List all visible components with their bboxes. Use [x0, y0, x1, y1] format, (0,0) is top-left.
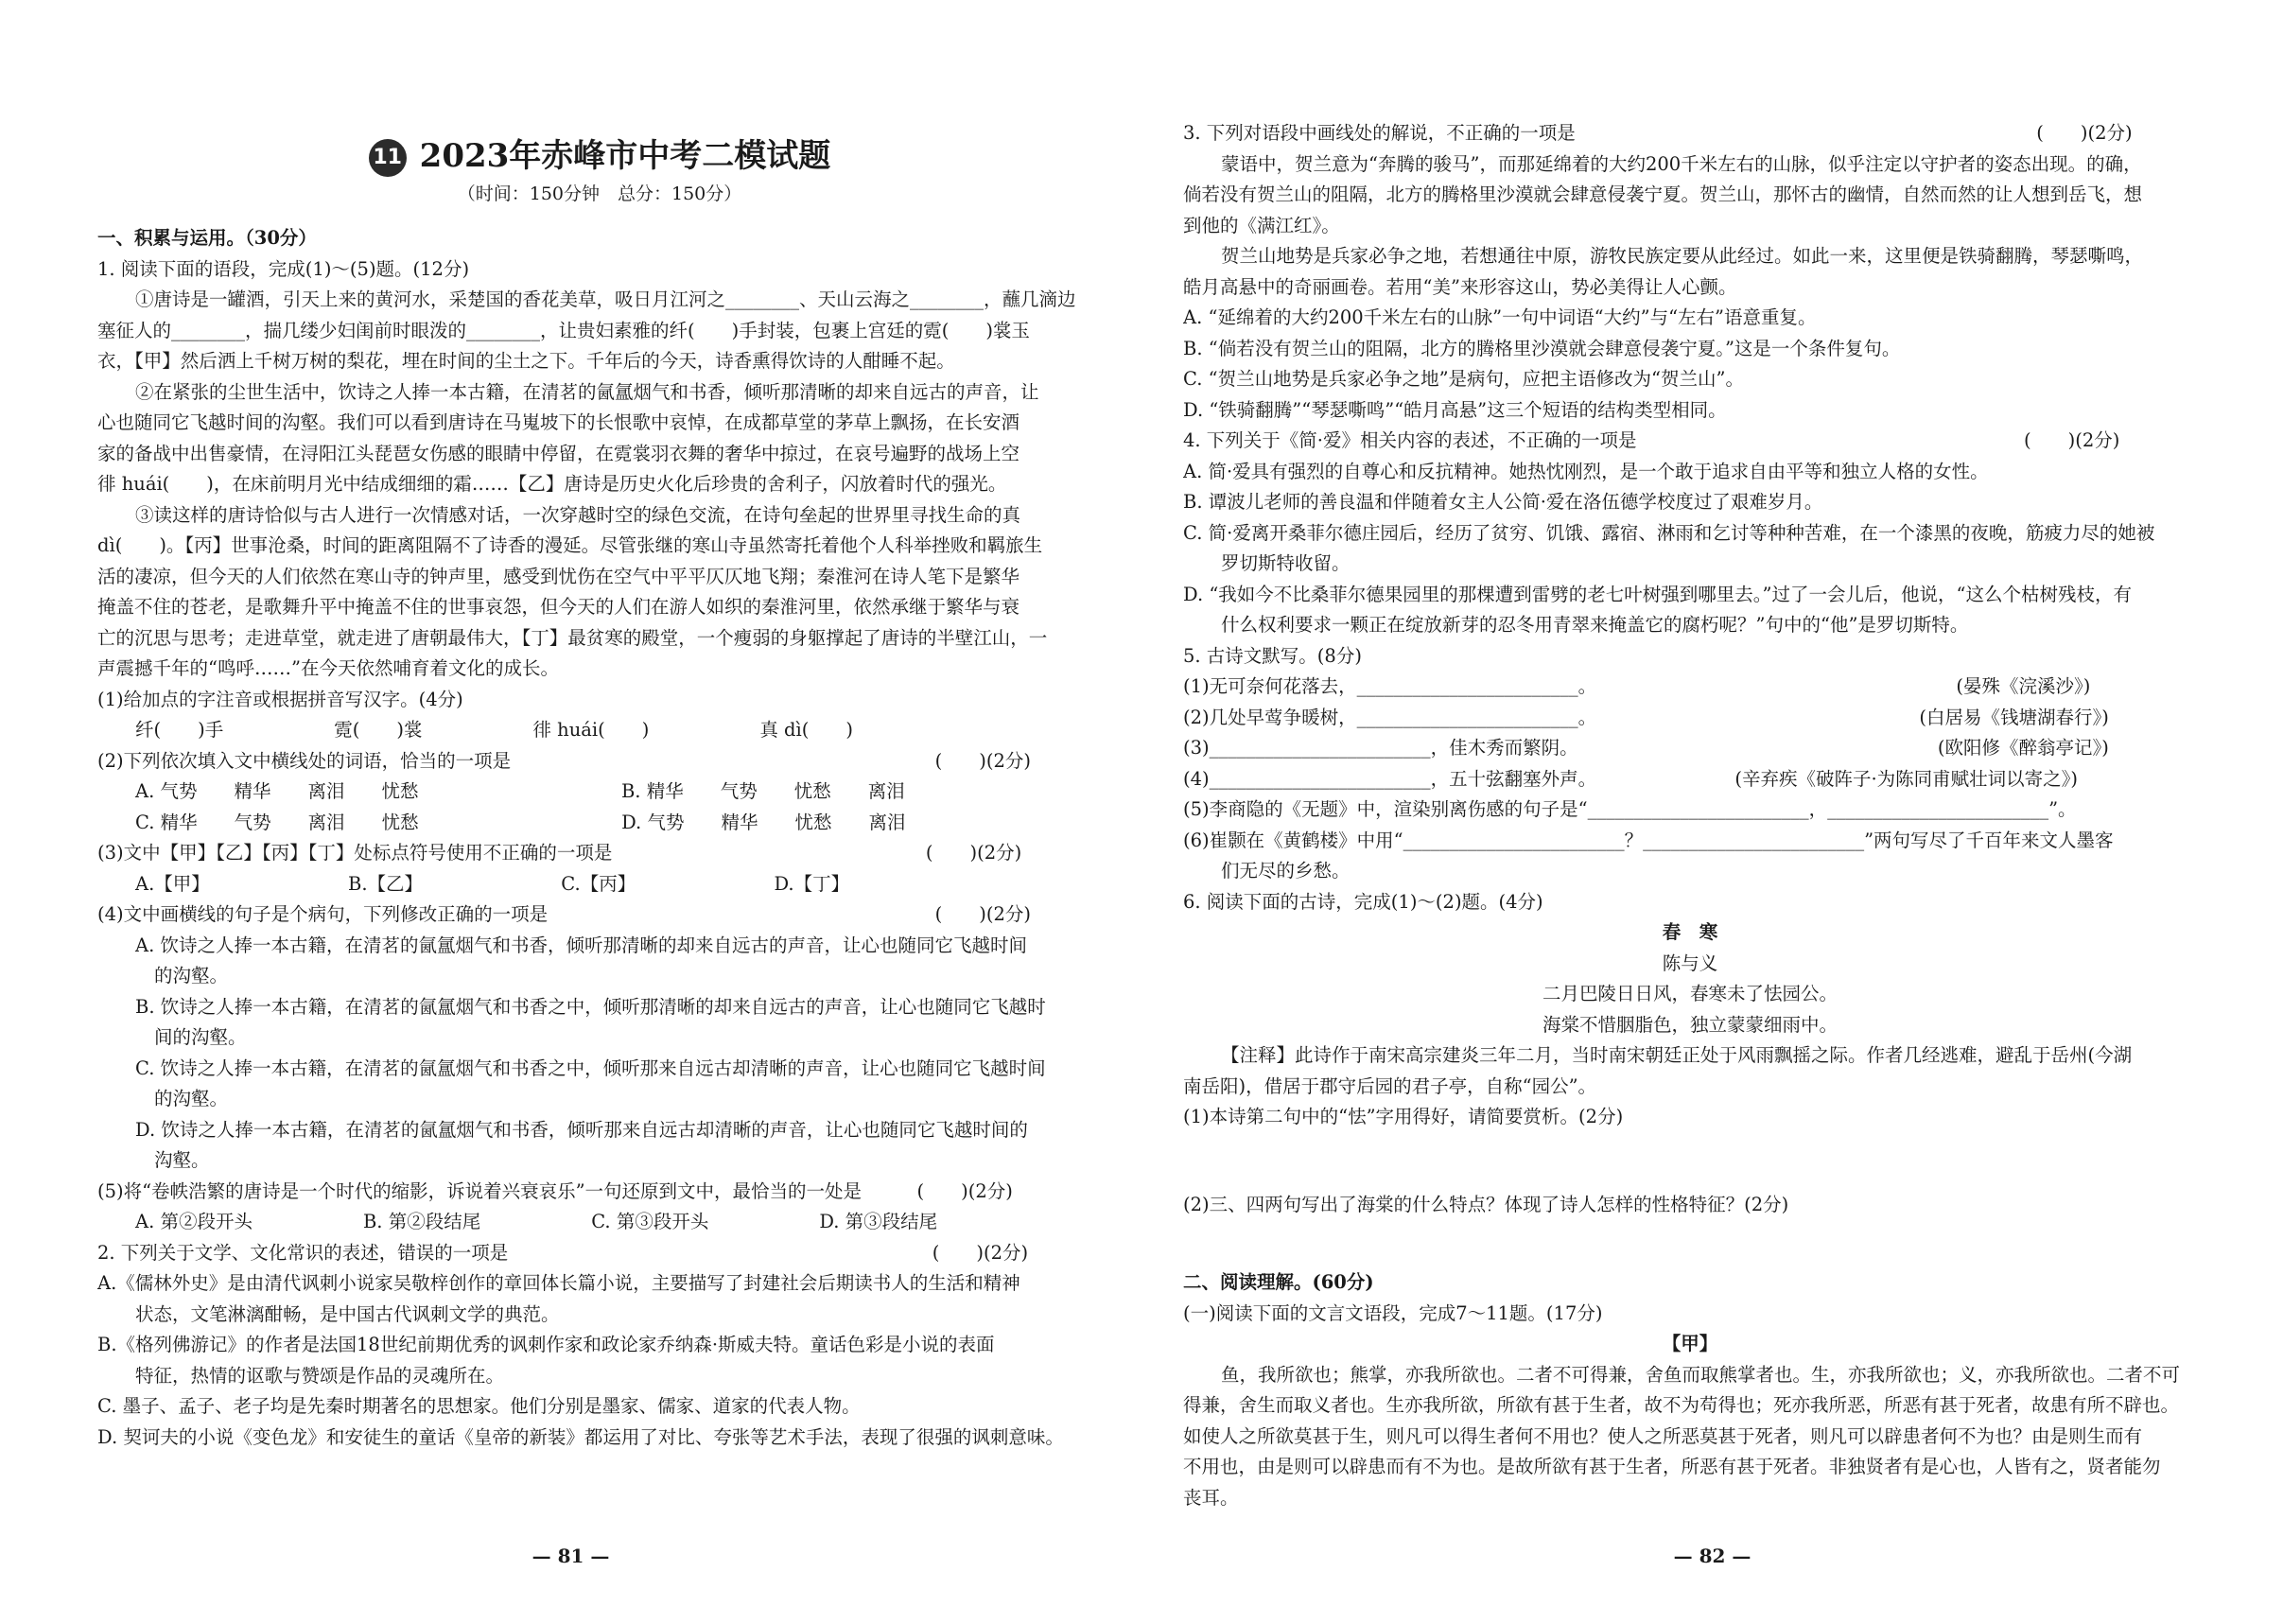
poem-title: 春 寒	[1662, 921, 1718, 943]
passage-line: 到他的《满江红》。	[1183, 214, 1340, 236]
passage-line: ②在紧张的尘世生活中，饮诗之人捧一本古籍，在清茗的氤氲烟气和书香，倾听那清晰的却来自远古的声音，让	[135, 380, 1039, 403]
question-4: 4. 下列关于《简·爱》相关内容的表述，不正确的一项是 ( )(2分)	[1183, 429, 2120, 451]
option-line: 的沟壑。	[154, 1088, 229, 1109]
dictation-line: (2)几处早莺争暖树，________________________。 (白居易《钱塘湖春行》)	[1183, 706, 2109, 728]
sub-question: (3)文中【甲】【乙】【丙】【丁】处标点符号使用不正确的一项是 ( )(2分)	[97, 842, 1022, 864]
option-line: 状态，文笔淋漓酣畅，是中国古代讽刺文学的典范。	[135, 1302, 560, 1325]
dictation-line: (6)崔颢在《黄鹤楼》中用“________________________？________________________”两句写尽了千百年来文人墨客	[1183, 829, 2114, 851]
option-line: D. 饮诗之人捧一本古籍，在清茗的氤氲烟气和书香，倾听那来自远古却清晰的声音，让心也随同它飞越时间的	[135, 1118, 1028, 1141]
answer-space	[1183, 1220, 2197, 1267]
poem-line: 海棠不惜胭脂色，独立蒙蒙细雨中。	[1542, 1013, 1838, 1036]
section-heading: 二、阅读理解。(60分)	[1183, 1271, 1374, 1293]
passage-line: 活的凄凉，但今天的人们依然在寒山寺的钟声里，感受到忧伤在空气中平平仄仄地飞翔；秦淮河在诗人笔下是繁华	[97, 565, 1020, 587]
poem-line: 二月巴陵日日风，春寒未了怯园公。	[1542, 983, 1838, 1004]
poem-note: 南岳阳)，借居于郡守后园的君子亭，自称“园公”。	[1183, 1074, 1597, 1097]
left-column	[97, 121, 1102, 1453]
option-line: 特征，热情的讴歌与赞颂是作品的灵魂所在。	[135, 1364, 505, 1387]
exam-number-badge: 11	[369, 139, 407, 177]
option-line: A. 气势 精华 离泪 忧愁 B. 精华 气势 忧愁 离泪	[135, 780, 905, 802]
option-line: C. 饮诗之人捧一本古籍，在清茗的氤氲烟气和书香之中，倾听那来自远古却清晰的声音，让心也随同它飞越时间	[135, 1056, 1046, 1079]
passage-line: 蒙语中，贺兰意为“奔腾的骏马”，而那延绵着的大约200千米左右的山脉，似乎注定以守护者的姿态出现。的确，	[1221, 152, 2142, 175]
question-3: 3. 下列对语段中画线处的解说，不正确的一项是 ( )(2分)	[1183, 122, 2133, 144]
sub-question: (1)给加点的字注音或根据拼音写汉字。(4分)	[97, 688, 463, 710]
passage-line: 徘 huái( )，在床前明月光中结成细细的霜……【乙】唐诗是历史火化后珍贵的舍利子，闪放着时代的强光。	[97, 473, 1007, 495]
dictation-line: (5)李商隐的《无题》中，渲染别离伤感的句子是“________________________，________________________”。	[1183, 798, 2077, 820]
reading-instruction: (一)阅读下面的文言文语段，完成7～11题。(17分)	[1183, 1301, 1603, 1324]
passage-line: 皓月高悬中的奇丽画卷。若用“美”来形容这山，势必美得让人心颤。	[1183, 275, 1737, 298]
option-line: B. “倘若没有贺兰山的阻隔，北方的腾格里沙漠就会肆意侵袭宁夏。”这是一个条件复句。	[1183, 337, 1901, 359]
page-right	[1142, 0, 2283, 1624]
right-column	[1183, 118, 2197, 1513]
passage-line: 声震撼千年的“鸣呼……”在今天依然哺育着文化的成长。	[97, 657, 559, 679]
option-line: A.【甲】 B.【乙】 C.【丙】 D.【丁】	[135, 872, 850, 895]
dictation-line: (4)________________________，五十弦翻塞外声。 (辛弃疾《破阵子·为陈同甫赋壮词以寄之》)	[1183, 767, 2079, 790]
passage-line: ①唐诗是一罐酒，引天上来的黄河水，采楚国的香花美草，吸日月江河之________、天山云海之________，蘸几滴边	[135, 288, 1076, 310]
option-line: 的沟壑。	[154, 965, 229, 987]
option-line: 沟壑。	[154, 1149, 210, 1171]
option-line: A. 简·爱具有强烈的自尊心和反抗精神。她热忱刚烈，是一个敢于追求自由平等和独立人格的女性。	[1183, 460, 1989, 482]
option-line: C. “贺兰山地势是兵家必争之地”是病句，应把主语修改为“贺兰山”。	[1183, 368, 1744, 390]
passage-line: 掩盖不住的苍老，是歌舞升平中掩盖不住的世事哀怨，但今天的人们在游人如织的秦淮河里，依然承继于繁华与衰	[97, 596, 1020, 618]
option-line: D. “铁骑翻腾”“琴瑟嘶鸣”“皓月高悬”这三个短语的结构类型相同。	[1183, 398, 1727, 421]
option-line: B. 饮诗之人捧一本古籍，在清茗的氤氲烟气和书香之中，倾听那清晰的却来自远古的声音，让心也随同它飞越时	[135, 995, 1046, 1018]
option-line: 间的沟壑。	[154, 1026, 247, 1048]
answer-blanks: 纤( )手 霓( )裳 徘 huái( ) 真 dì( )	[135, 719, 853, 741]
option-line: D. “我如今不比桑菲尔德果园里的那棵遭到雷劈的老七叶树强到哪里去。”过了一会儿后，他说，“这么个枯树残枝，有	[1183, 583, 2132, 605]
answer-space	[1183, 1133, 2197, 1190]
exam-title	[97, 132, 1102, 180]
poem-note: 【注释】此诗作于南宋高宗建炎三年二月，当时南宋朝廷正处于风雨飘摇之际。作者几经逃难，避乱于岳州(今湖	[1221, 1044, 2133, 1066]
passage-line: 贺兰山地势是兵家必争之地，若想通往中原，游牧民族定要从此经过。如此一来，这里便是铁骑翻腾，琴瑟嘶鸣，	[1221, 245, 2144, 267]
passage-line: 倘若没有贺兰山的阻隔，北方的腾格里沙漠就会肆意侵袭宁夏。贺兰山，那怀古的幽情，自然而然的让人想到岳飞，想	[1183, 183, 2143, 205]
option-line: B.《格列佛游记》的作者是法国18世纪前期优秀的讽刺作家和政论家乔纳森·斯威夫特。童话色彩是小说的表面	[97, 1334, 995, 1355]
classical-line: 丧耳。	[1183, 1486, 1239, 1509]
option-line: 什么权利要求一颗正在绽放新芽的忍冬用青翠来掩盖它的腐朽呢？”句中的“他”是罗切斯特。	[1221, 614, 1969, 636]
poem-author: 陈与义	[1662, 952, 1718, 974]
passage-line: 塞征人的________，揣几缕少妇闺前时眼泼的________，让贵妇素雅的纤( )手封装，包裹上宫廷的霓( )裳玉	[97, 319, 1030, 341]
passage-line: ③读这样的唐诗恰似与古人进行一次情感对话，一次穿越时空的绿色交流，在诗句垒起的世界里寻找生命的真	[135, 503, 1021, 526]
option-line: C. 墨子、孟子、老子均是先秦时期著名的思想家。他们分别是墨家、儒家、道家的代表人物。	[97, 1395, 861, 1417]
question-6: 6. 阅读下面的古诗，完成(1)～(2)题。(4分)	[1183, 890, 1543, 913]
section-heading: 一、积累与运用。（30分）	[97, 227, 317, 249]
sub-question: (4)文中画横线的句子是个病句，下列修改正确的一项是 ( )(2分)	[97, 903, 1031, 925]
option-line: B. 谭波儿老师的善良温和伴随着女主人公简·爱在洛伍德学校度过了艰难岁月。	[1183, 491, 1823, 513]
dictation-line: 们无尽的乡愁。	[1221, 860, 1351, 882]
question-5: 5. 古诗文默写。(8分)	[1183, 644, 1362, 667]
sub-question: (5)将“卷帙浩繁的唐诗是一个时代的缩影，诉说着兴衰哀乐”一句还原到文中，最恰当的一处是 ( )(2分)	[97, 1179, 1013, 1202]
passage-line: 亡的沉思与思考；走进草堂，就走进了唐朝最伟大，【丁】最贫寒的殿堂，一个瘦弱的身躯撑起了唐诗的半壁江山，一	[97, 626, 1048, 649]
sub-question: (1)本诗第二句中的“怯”字用得好，请简要赏析。(2分)	[1183, 1106, 1624, 1127]
option-line: 罗切斯特收留。	[1221, 552, 1351, 574]
classical-line: 不用也，由是则可以辟患而有不为也。是故所欲有甚于生者，所恶有甚于死者。非独贤者有是心也，人皆有之，贤者能勿	[1183, 1456, 2161, 1477]
passage-line: 衣，【甲】然后洒上千树万树的梨花，埋在时间的尘土之下。千年后的今天，诗香熏得饮诗的人酣睡不起。	[97, 350, 955, 372]
classical-line: 得兼，舍生而取义者也。生亦我所欲，所欲有甚于生者，故不为苟得也；死亦我所恶，所恶有甚于死者，故患有所不辟也。	[1183, 1394, 2180, 1416]
option-line: C. 精华 气势 离泪 忧愁 D. 气势 精华 忧愁 离泪	[135, 811, 906, 833]
option-line: A. 饮诗之人捧一本古籍，在清茗的氤氲烟气和书香，倾听那清晰的却来自远古的声音，让心也随同它飞越时间	[135, 934, 1027, 956]
passage-label: 【甲】	[1662, 1333, 1718, 1354]
classical-line: 如使人之所欲莫甚于生，则凡可以得生者何不用也？使人之所恶莫甚于死者，则凡可以辟患者何不为也？由是则生而有	[1183, 1424, 2143, 1447]
option-line: D. 契诃夫的小说《变色龙》和安徒生的童话《皇帝的新装》都运用了对比、夸张等艺术手法，表现了很强的讽刺意味。	[97, 1425, 1064, 1448]
question-2: 2. 下列关于文学、文化常识的表述，错误的一项是 ( )(2分)	[97, 1241, 1029, 1264]
sub-question: (2)三、四两句写出了海棠的什么特点？体现了诗人怎样的性格特征？(2分)	[1183, 1193, 1789, 1215]
sub-question: (2)下列依次填入文中横线处的词语，恰当的一项是 ( )(2分)	[97, 749, 1031, 772]
exam-subtitle: （时间：150分钟 总分：150分）	[457, 183, 742, 204]
option-line: A. 第②段开头 B. 第②段结尾 C. 第③段开头 D. 第③段结尾	[135, 1211, 938, 1232]
passage-line: 家的备战中出售豪情，在浔阳江头琵琶女伤感的眼睛中停留，在霓裳羽衣舞的奢华中掠过，在哀号遍野的战场上空	[97, 442, 1020, 464]
option-line: A. “延绵着的大约200千米左右的山脉”一句中词语“大约”与“左右”语意重复。	[1183, 306, 1817, 328]
passage-line: dì( )。【丙】世事沧桑，时间的距离阻隔不了诗香的漫延。尽管张继的寒山寺虽然寄托着他个人科举挫败和羁旅生	[97, 534, 1043, 556]
page-number: — 82 —	[1673, 1545, 1751, 1567]
classical-line: 鱼，我所欲也；熊掌，亦我所欲也。二者不可得兼，舍鱼而取熊掌者也。生，亦我所欲也；义，亦我所欲也。二者不可	[1221, 1363, 2181, 1386]
option-line: A.《儒林外史》是由清代讽刺小说家吴敬梓创作的章回体长篇小说，主要描写了封建社会后期读书人的生活和精神	[97, 1272, 1020, 1294]
dictation-line: (3)________________________，佳木秀而繁阴。 (欧阳修《醉翁亭记》)	[1183, 737, 2109, 759]
option-line: C. 简·爱离开桑菲尔德庄园后，经历了贫穷、饥饿、露宿、淋雨和乞讨等种种苦难，在一个漆黑的夜晚，筋疲力尽的她被	[1183, 521, 2155, 544]
passage-line: 心也随同它飞越时间的沟壑。我们可以看到唐诗在马嵬坡下的长恨歌中哀悼，在成都草堂的茅草上飘扬，在长安酒	[97, 411, 1020, 433]
dictation-line: (1)无可奈何花落去，________________________。 (晏殊《浣溪沙》)	[1183, 675, 2091, 697]
page-number: — 81 —	[532, 1545, 610, 1567]
question-1: 1. 阅读下面的语段，完成(1)～(5)题。(12分)	[97, 257, 470, 280]
exam-title-text: 2023年赤峰市中考二模试题	[419, 137, 831, 175]
